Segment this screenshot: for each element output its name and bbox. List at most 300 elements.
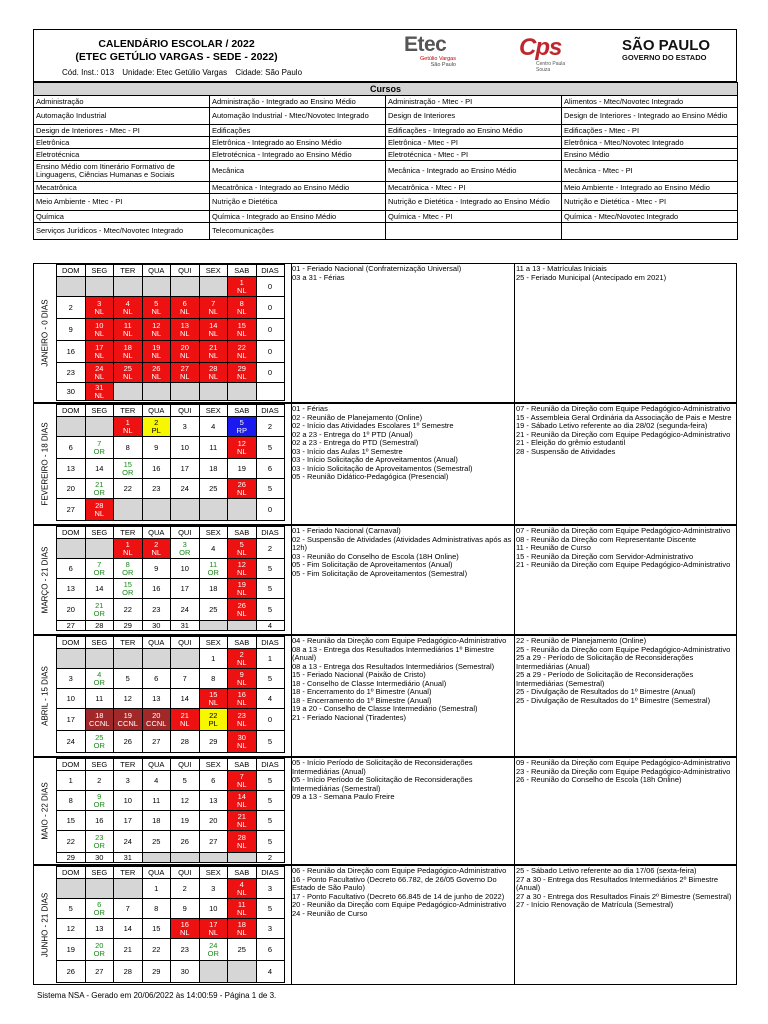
day-cell	[171, 383, 200, 401]
day-cell	[85, 363, 114, 383]
day-number: 29	[66, 852, 75, 862]
day-cell	[114, 363, 143, 383]
day-cell	[199, 383, 228, 401]
day-cell	[199, 879, 228, 899]
day-cell	[171, 417, 200, 437]
day-cell	[228, 831, 257, 853]
day-cell	[57, 297, 86, 319]
day-number: 16	[152, 583, 161, 593]
day-number: 11	[209, 559, 218, 569]
day-number: 22	[209, 710, 218, 720]
weekday-header: DIAS	[256, 527, 284, 539]
event-item: 04 - Reunião da Direção com Equipe Pedagógico-Administrativo	[292, 636, 507, 645]
day-number: 16	[180, 919, 189, 929]
day-cell	[57, 879, 86, 899]
weekday-header: DOM	[57, 265, 86, 277]
course-cell: Administração - Mtec - PI	[386, 96, 562, 108]
day-number: 3	[182, 421, 187, 431]
day-cell	[142, 939, 171, 961]
day-cell	[171, 621, 200, 631]
day-cell	[228, 459, 257, 479]
day-number: 10	[66, 693, 75, 703]
day-code: NL	[236, 697, 247, 707]
day-number: 29	[152, 966, 161, 976]
day-code: OR	[93, 840, 105, 850]
day-number: 19	[180, 815, 189, 825]
day-cell	[199, 539, 228, 559]
weekday-header: DOM	[57, 759, 86, 771]
day-number: 25	[123, 363, 132, 373]
day-cell	[57, 649, 86, 669]
day-cell	[228, 499, 257, 521]
column-divider	[291, 264, 292, 402]
day-number: 9	[97, 791, 102, 801]
course-cell: Nutrição e Dietética - Integrado ao Ensino Médio	[386, 194, 562, 211]
day-cell	[199, 479, 228, 499]
week-row	[57, 709, 285, 731]
day-cell	[171, 899, 200, 919]
weekday-header: SEG	[85, 637, 114, 649]
day-cell	[171, 341, 200, 363]
day-number: 2	[154, 539, 159, 549]
day-number: 24	[66, 736, 75, 746]
day-number: 8	[125, 559, 130, 569]
day-number: 11	[123, 320, 132, 330]
day-number: 18	[123, 342, 132, 352]
day-cell	[171, 459, 200, 479]
event-item: 06 - Reunião da Direção com Equipe Pedagógico-Administrativo	[292, 866, 507, 875]
weekday-header: TER	[114, 405, 143, 417]
weekday-header: DIAS	[256, 265, 284, 277]
day-number: 18	[209, 583, 218, 593]
month-label	[34, 758, 56, 864]
day-number: 16	[66, 346, 75, 356]
day-cell	[142, 437, 171, 459]
day-code: NL	[179, 350, 190, 360]
weekday-header: SAB	[228, 527, 257, 539]
week-school-days: 4	[256, 621, 284, 631]
day-cell	[114, 417, 143, 437]
week-school-days: 0	[256, 709, 284, 731]
event-item: 25 - Sábado Letivo referente ao dia 17/06 (sexta-feira)	[516, 866, 697, 875]
day-cell	[57, 579, 86, 599]
day-number: 22	[237, 342, 246, 352]
day-cell	[228, 277, 257, 297]
week-row	[57, 579, 285, 599]
day-cell	[228, 559, 257, 579]
day-cell	[171, 437, 200, 459]
day-cell	[85, 899, 114, 919]
weekday-header: TER	[114, 867, 143, 879]
day-cell	[171, 277, 200, 297]
weekday-header: SAB	[228, 637, 257, 649]
day-number: 27	[209, 836, 218, 846]
day-code: NL	[236, 567, 247, 577]
week-school-days: 0	[256, 297, 284, 319]
day-cell	[171, 579, 200, 599]
day-number: 16	[95, 815, 104, 825]
month-label	[34, 526, 56, 634]
course-cell: Automação Industrial - Mtec/Novotec Integrado	[210, 108, 386, 125]
day-cell	[85, 319, 114, 341]
weekday-header: SEG	[85, 867, 114, 879]
weekday-header: SEX	[199, 867, 228, 879]
day-number: 17	[123, 815, 132, 825]
event-item: 03 - Reunião do Conselho de Escola (18H Online)	[292, 551, 459, 561]
day-number: 31	[180, 620, 189, 630]
courses-row	[34, 211, 738, 223]
day-number: 14	[95, 463, 104, 473]
week-school-days: 0	[256, 277, 284, 297]
event-item: 01 - Férias	[292, 404, 328, 413]
day-code: NL	[236, 487, 247, 497]
day-cell	[142, 539, 171, 559]
weekday-header: SEX	[199, 759, 228, 771]
day-cell	[199, 559, 228, 579]
cps-logo-text: Cps	[519, 34, 562, 61]
event-item: 05 - Fim Solicitação de Aproveitamentos (Semestral)	[292, 568, 468, 578]
day-cell	[142, 899, 171, 919]
day-number: 23	[152, 483, 161, 493]
day-code: NL	[94, 371, 105, 381]
day-cell	[142, 669, 171, 689]
course-cell: Alimentos - Mtec/Novotec Integrado	[562, 96, 738, 108]
events-column-right	[514, 866, 736, 984]
day-code: NL	[236, 328, 247, 338]
day-code: NL	[236, 927, 247, 937]
day-cell	[114, 961, 143, 983]
day-cell	[199, 811, 228, 831]
weekday-header: SEX	[199, 265, 228, 277]
course-cell: Nutrição e Dietética	[210, 194, 386, 211]
day-cell	[142, 831, 171, 853]
week-row	[57, 621, 285, 631]
day-number: 10	[123, 795, 132, 805]
day-cell	[85, 383, 114, 401]
day-cell	[228, 669, 257, 689]
day-number: 9	[154, 442, 159, 452]
event-item: 07 - Reunião da Direção com Equipe Pedagógico-Administrativo	[516, 404, 731, 413]
day-code: NL	[236, 740, 247, 750]
week-school-days: 0	[256, 499, 284, 521]
day-cell	[114, 771, 143, 791]
course-cell: Automação Industrial	[34, 108, 210, 125]
day-cell	[57, 899, 86, 919]
week-school-days: 5	[256, 559, 284, 579]
day-number: 26	[152, 363, 161, 373]
day-code: NL	[236, 285, 247, 295]
day-cell	[171, 669, 200, 689]
week-row	[57, 669, 285, 689]
day-cell	[171, 319, 200, 341]
etec-logo-text: Etec	[404, 33, 447, 56]
day-code: NL	[179, 927, 190, 937]
day-number: 18	[209, 463, 218, 473]
event-item: 19 - Sábado Letivo referente ao dia 28/02 (segunda-feira)	[516, 421, 708, 430]
day-code: NL	[151, 371, 162, 381]
course-cell: Química - Integrado ao Ensino Médio	[210, 211, 386, 223]
day-number: 1	[68, 775, 73, 785]
weekday-header: SEG	[85, 759, 114, 771]
day-number: 21	[95, 600, 104, 610]
day-cell	[171, 599, 200, 621]
week-school-days: 2	[256, 853, 284, 863]
day-number: 5	[182, 775, 187, 785]
day-code: NL	[122, 371, 133, 381]
day-cell	[57, 831, 86, 853]
day-number: 1	[125, 539, 130, 549]
day-number: 4	[125, 298, 130, 308]
day-code: NL	[94, 350, 105, 360]
day-cell	[142, 459, 171, 479]
day-number: 17	[95, 342, 104, 352]
day-number: 30	[66, 386, 75, 396]
day-number: 29	[237, 363, 246, 373]
day-number: 19	[237, 579, 246, 589]
day-number: 25	[152, 836, 161, 846]
day-number: 6	[68, 442, 73, 452]
week-school-days: 3	[256, 919, 284, 939]
calendar-title: CALENDÁRIO ESCOLAR / 2022	[98, 38, 255, 50]
day-number: 27	[152, 736, 161, 746]
event-item: 18 - Encerramento do 1º Bimestre (Anual)	[292, 687, 432, 696]
week-school-days: 5	[256, 599, 284, 621]
day-number: 23	[237, 710, 246, 720]
day-number: 24	[95, 363, 104, 373]
course-cell: Química - Mtec - PI	[386, 211, 562, 223]
day-cell	[142, 919, 171, 939]
courses-row	[34, 125, 738, 137]
day-cell	[114, 499, 143, 521]
day-cell	[85, 579, 114, 599]
day-cell	[85, 669, 114, 689]
month-calendar	[56, 758, 285, 863]
day-number: 21	[237, 811, 246, 821]
day-cell	[85, 831, 114, 853]
month-label	[34, 404, 56, 524]
day-number: 27	[66, 620, 75, 630]
course-cell: Telecomunicações	[210, 223, 386, 240]
course-cell: Mecânica - Integrado ao Ensino Médio	[386, 161, 562, 182]
day-number: 23	[152, 604, 161, 614]
week-row	[57, 791, 285, 811]
day-cell	[199, 791, 228, 811]
etec-logo	[404, 34, 464, 74]
day-number: 12	[180, 795, 189, 805]
event-item: 27 - Início Renovação de Matrícula (Semestral)	[516, 900, 674, 909]
day-code: NL	[236, 819, 247, 829]
courses-row	[34, 108, 738, 125]
weekday-header: DIAS	[256, 759, 284, 771]
day-code: NL	[179, 306, 190, 316]
courses-row	[34, 161, 738, 182]
day-cell	[199, 341, 228, 363]
day-cell	[228, 363, 257, 383]
day-cell	[228, 899, 257, 919]
day-number: 4	[239, 879, 244, 889]
events-column-left	[291, 866, 514, 919]
event-item: 17 - Ponto Facultativo (Decreto 66.845 de 14 de junho de 2022)	[292, 891, 505, 901]
day-cell	[85, 731, 114, 753]
day-code: OR	[93, 567, 105, 577]
course-cell	[386, 223, 562, 240]
day-number: 13	[66, 463, 75, 473]
day-cell	[114, 831, 143, 853]
courses-row	[34, 194, 738, 211]
week-school-days: 5	[256, 899, 284, 919]
month-label-text: ABRIL - 15 DIAS	[40, 666, 50, 726]
day-cell	[228, 709, 257, 731]
event-item: 03 - Início Solicitação de Aproveitamentos (Semestral)	[292, 463, 473, 473]
day-cell	[114, 709, 143, 731]
etec-logo-sub1: Getúlio Vargas	[420, 56, 456, 62]
day-number: 5	[125, 673, 130, 683]
day-number: 23	[66, 367, 75, 377]
event-item: 20 - Reunião da Direção com Equipe Pedagógico-Administrativo	[292, 900, 507, 909]
day-number: 13	[95, 923, 104, 933]
day-cell	[57, 939, 86, 961]
event-item: 21 - Feriado Nacional (Tiradentes)	[292, 712, 406, 722]
courses-title: Cursos	[34, 83, 738, 96]
events-column-right	[514, 526, 736, 634]
day-cell	[171, 771, 200, 791]
day-cell	[199, 771, 228, 791]
day-number: 1	[125, 417, 130, 427]
day-number: 7	[182, 673, 187, 683]
day-cell	[142, 559, 171, 579]
day-cell	[171, 831, 200, 853]
event-item: 27 a 30 - Entrega dos Resultados Finais 2º Bimestre (Semestral)	[516, 891, 732, 901]
day-cell	[57, 689, 86, 709]
course-cell: Mecânica	[210, 161, 386, 182]
day-number: 15	[209, 689, 218, 699]
month-label-text: JUNHO - 21 DIAS	[40, 892, 50, 958]
day-number: 31	[123, 852, 132, 862]
weekday-header: DIAS	[256, 405, 284, 417]
course-cell: Eletrônica - Mtec - PI	[386, 137, 562, 149]
day-cell	[142, 297, 171, 319]
day-number: 17	[66, 714, 75, 724]
event-item: 02 a 23 - Entrega do PTD (Semestral)	[292, 438, 419, 447]
day-cell	[85, 437, 114, 459]
day-number: 5	[239, 417, 244, 427]
day-cell	[228, 383, 257, 401]
day-cell	[114, 579, 143, 599]
course-cell: Edificações - Integrado ao Ensino Médio	[386, 125, 562, 137]
day-cell	[142, 417, 171, 437]
day-code: OR	[93, 608, 105, 618]
day-number: 8	[68, 795, 73, 805]
course-cell: Design de Interiores - Mtec - PI	[34, 125, 210, 137]
day-cell	[114, 599, 143, 621]
day-cell	[114, 939, 143, 961]
event-item: 25 - Feriado Municipal (Antecipado em 2021)	[516, 272, 667, 282]
week-row	[57, 649, 285, 669]
day-number: 28	[95, 620, 104, 630]
calendar-subtitle: (ETEC GETÚLIO VARGAS - SEDE - 2022)	[75, 51, 278, 63]
day-cell	[199, 599, 228, 621]
event-item: 25 - Divulgação de Resultados do 1º Bimestre (Semestral)	[516, 695, 711, 705]
day-code: OR	[93, 446, 105, 456]
course-cell: Química	[34, 211, 210, 223]
day-number: 27	[95, 966, 104, 976]
day-number: 21	[209, 342, 218, 352]
course-cell: Edificações	[210, 125, 386, 137]
day-cell	[171, 363, 200, 383]
day-cell	[85, 599, 114, 621]
day-number: 3	[182, 539, 187, 549]
day-cell	[199, 437, 228, 459]
events-column-left	[291, 404, 514, 483]
week-school-days: 3	[256, 879, 284, 899]
day-cell	[114, 689, 143, 709]
event-item: 09 - Reunião da Direção com Equipe Pedagógico-Administrativo	[516, 758, 731, 767]
day-number: 20	[180, 342, 189, 352]
month-label-text: MAIO - 22 DIAS	[40, 782, 50, 840]
day-code: NL	[236, 587, 247, 597]
week-school-days: 5	[256, 811, 284, 831]
month-block	[33, 403, 737, 525]
day-cell	[228, 853, 257, 863]
day-cell	[171, 853, 200, 863]
day-cell	[142, 879, 171, 899]
day-number: 22	[123, 483, 132, 493]
day-cell	[85, 689, 114, 709]
day-number: 10	[209, 903, 218, 913]
day-cell	[57, 341, 86, 363]
day-cell	[57, 499, 86, 521]
day-code: OR	[93, 907, 105, 917]
day-cell	[171, 879, 200, 899]
course-cell: Meio Ambiente - Integrado ao Ensino Médio	[562, 182, 738, 194]
week-row	[57, 919, 285, 939]
day-cell	[199, 831, 228, 853]
day-number: 11	[95, 693, 104, 703]
day-cell	[171, 709, 200, 731]
day-code: OR	[93, 799, 105, 809]
day-number: 8	[154, 903, 159, 913]
day-cell	[114, 459, 143, 479]
week-row	[57, 771, 285, 791]
week-school-days: 2	[256, 539, 284, 559]
day-number: 7	[211, 298, 216, 308]
day-cell	[57, 669, 86, 689]
day-code: OR	[122, 587, 134, 597]
day-code: NL	[236, 907, 247, 917]
day-cell	[171, 731, 200, 753]
etec-logo-sub2: São Paulo	[430, 62, 456, 68]
day-code: NL	[236, 718, 247, 728]
day-cell	[199, 417, 228, 437]
day-cell	[142, 383, 171, 401]
week-row	[57, 811, 285, 831]
day-cell	[171, 479, 200, 499]
day-number: 8	[211, 673, 216, 683]
day-number: 1	[239, 277, 244, 287]
month-label	[34, 866, 56, 984]
month-block	[33, 263, 737, 403]
day-number: 1	[211, 653, 216, 663]
day-cell	[142, 689, 171, 709]
week-row	[57, 341, 285, 363]
day-cell	[142, 649, 171, 669]
day-number: 2	[239, 649, 244, 659]
day-number: 28	[95, 500, 104, 510]
events-column-right	[514, 264, 736, 402]
course-cell: Mecatrônica	[34, 182, 210, 194]
day-number: 15	[237, 320, 246, 330]
day-number: 20	[66, 604, 75, 614]
